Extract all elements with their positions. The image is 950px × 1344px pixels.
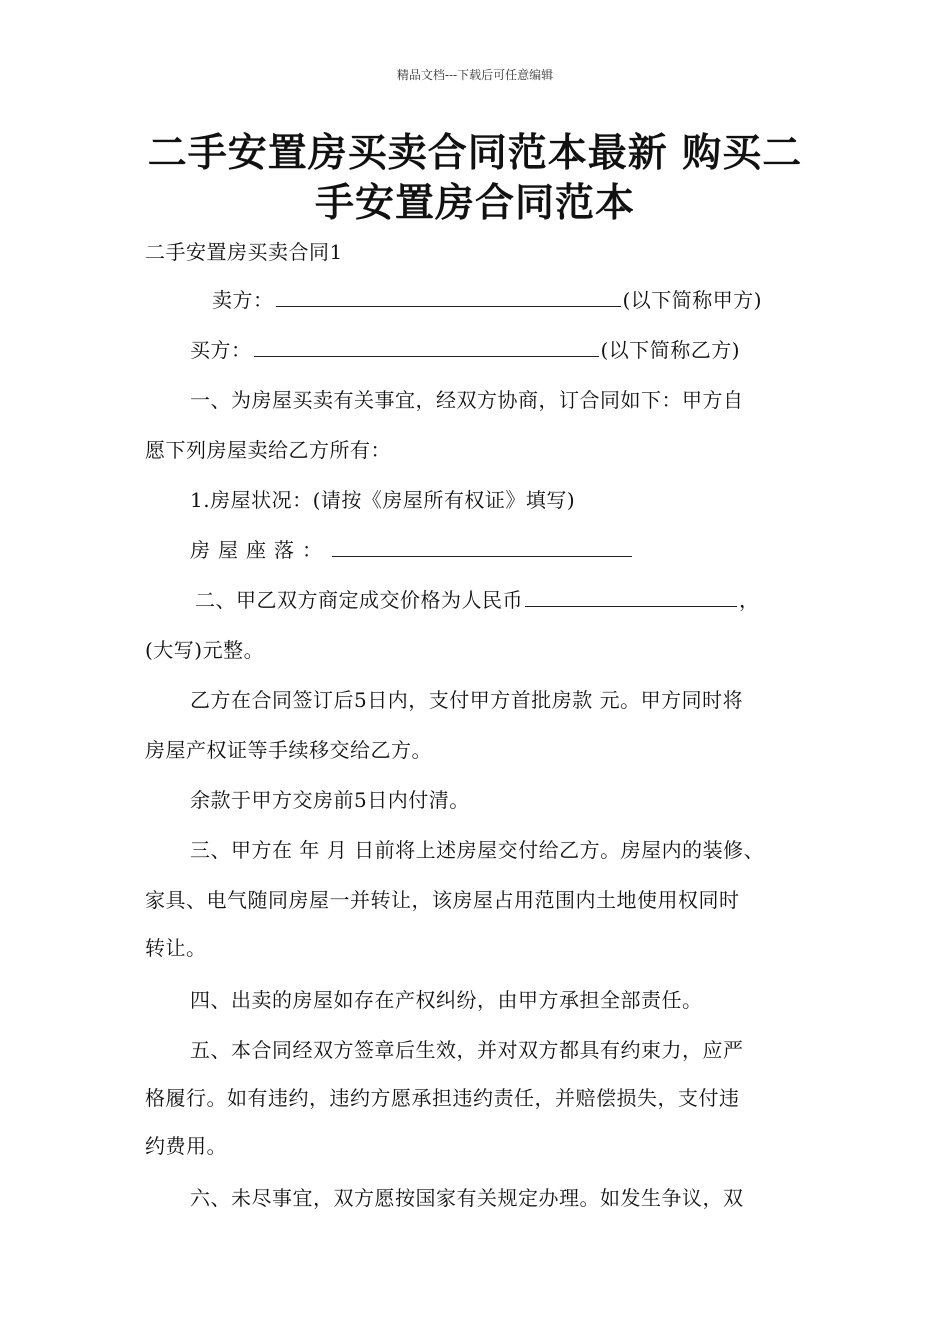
price-blank[interactable] <box>525 586 737 607</box>
buyer-suffix: (以下简称乙方) <box>600 338 741 362</box>
item1: 1.房屋状况：(请按《房屋所有权证》填写) <box>190 488 576 512</box>
para1-line1: 一、为房屋买卖有关事宜，经双方协商，订合同如下：甲方自 <box>190 388 744 412</box>
para2-prefix: 二、甲乙双方商定成交价格为人民币 <box>195 588 523 612</box>
seller-label: 卖方： <box>212 288 274 312</box>
buyer-line <box>190 334 740 366</box>
para2-suffix: ， <box>739 588 760 612</box>
header-note: 精品文档---下载后可任意编辑 <box>396 68 554 82</box>
para1-line2: 愿下列房屋卖给乙方所有： <box>145 438 391 462</box>
buyer-label: 买方： <box>190 338 252 362</box>
para4: 余款于甲方交房前5日内付清。 <box>190 788 470 812</box>
seller-blank[interactable] <box>276 286 621 307</box>
para2-line2: (大写)元整。 <box>145 638 265 662</box>
seller-line <box>212 284 762 316</box>
buyer-blank[interactable] <box>254 336 599 357</box>
para3-line2: 房屋产权证等手续移交给乙方。 <box>145 738 432 762</box>
para2-line1 <box>195 584 760 616</box>
seller-suffix: (以下简称甲方) <box>622 288 763 312</box>
location-blank[interactable] <box>332 536 632 557</box>
location-label: 房屋座落： <box>190 538 330 562</box>
para7-line1: 五、本合同经双方签章后生效，并对双方都具有约束力，应严 <box>190 1038 744 1062</box>
document-title: 二手安置房买卖合同范本最新 购买二手安置房合同范本 <box>147 130 803 226</box>
location-line <box>190 534 634 566</box>
para3-line1: 乙方在合同签订后5日内，支付甲方首批房款 元。甲方同时将 <box>190 688 744 712</box>
section-heading: 二手安置房买卖合同1 <box>145 240 343 264</box>
para5-line3: 转让。 <box>145 936 207 960</box>
para6: 四、出卖的房屋如存在产权纠纷，由甲方承担全部责任。 <box>190 988 703 1012</box>
para7-line3: 约费用。 <box>145 1134 227 1158</box>
para8-line1: 六、未尽事宜，双方愿按国家有关规定办理。如发生争议，双 <box>190 1186 744 1210</box>
para5-line2: 家具、电气随同房屋一并转让，该房屋占用范围内土地使用权同时 <box>145 888 740 912</box>
para5-line1: 三、甲方在 年 月 日前将上述房屋交付给乙方。房屋内的装修、 <box>190 838 765 862</box>
para7-line2: 格履行。如有违约，违约方愿承担违约责任，并赔偿损失，支付违 <box>145 1086 740 1110</box>
